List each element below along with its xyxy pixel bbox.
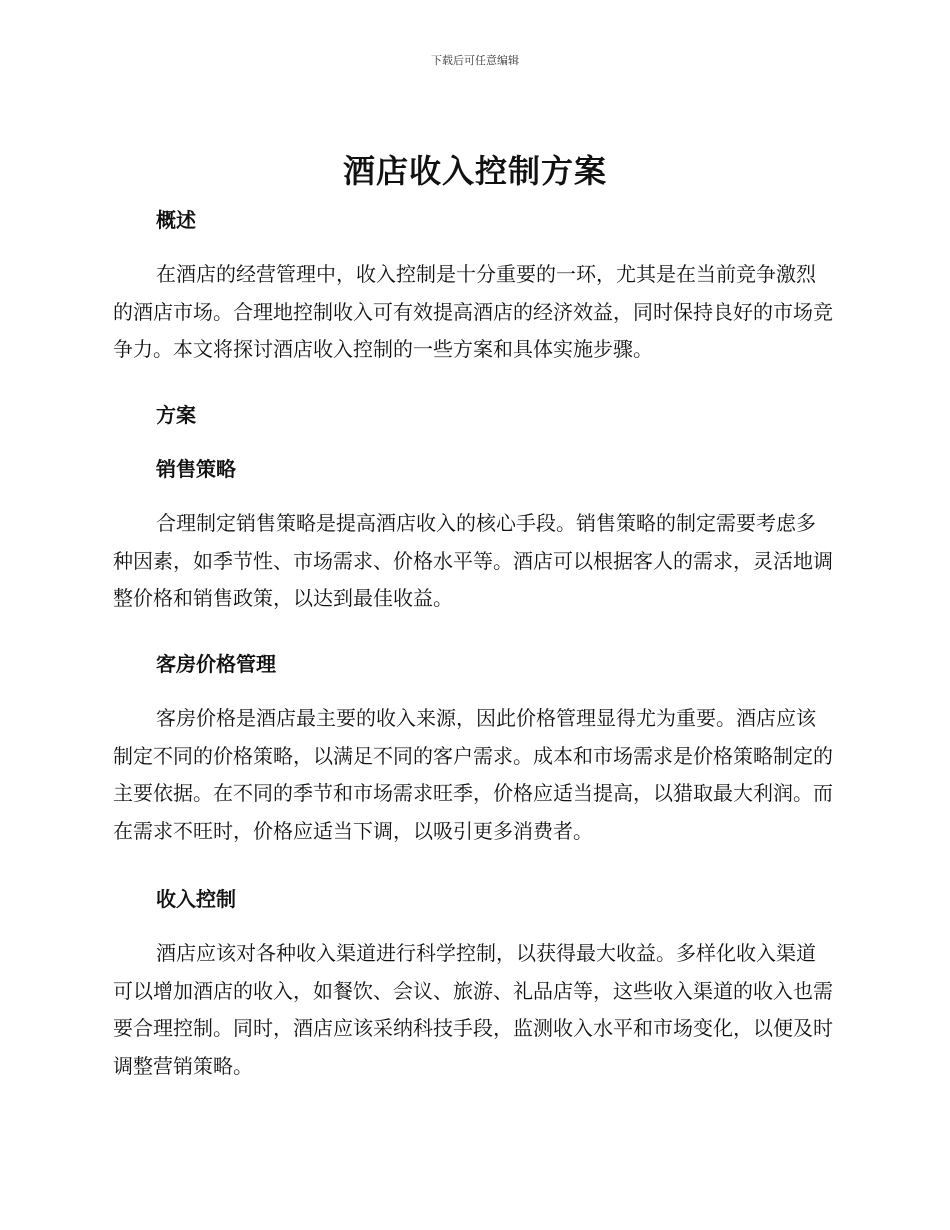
section-body-overview: 在酒店的经营管理中，收入控制是十分重要的一环，尤其是在当前竞争激烈的酒店市场。合理地控制收入可有效提高酒店的经济效益，同时保持良好的市场竞争力。本文将探讨酒店收入控制的一些方案和具体实施步骤。: [113, 262, 833, 361]
page-header-note: 下载后可任意编辑: [431, 54, 519, 67]
section-heading-plan: 方案: [156, 403, 196, 427]
section-body-sales-strategy: 合理制定销售策略是提高酒店收入的核心手段。销售策略的制定需要考虑多种因素，如季节性、市场需求、价格水平等。酒店可以根据客人的需求，灵活地调整价格和销售政策，以达到最佳收益。: [113, 511, 833, 610]
section-body-room-pricing: 客房价格是酒店最主要的收入来源，因此价格管理显得尤为重要。酒店应该制定不同的价格策略，以满足不同的客户需求。成本和市场需求是价格策略制定的主要依据。在不同的季节和市场需求旺季，价格应适当提高，以猎取最大利润。而在需求不旺时，价格应适当下调，以吸引更多消费者。: [113, 706, 833, 843]
section-heading-room-pricing: 客房价格管理: [156, 652, 276, 676]
section-heading-revenue-control: 收入控制: [156, 887, 236, 911]
section-heading-overview: 概述: [156, 208, 196, 232]
section-body-revenue-control: 酒店应该对各种收入渠道进行科学控制，以获得最大收益。多样化收入渠道可以增加酒店的收入，如餐饮、会议、旅游、礼品店等，这些收入渠道的收入也需要合理控制。同时，酒店应该采纳科技手段，监测收入水平和市场变化，以便及时调整营销策略。: [113, 941, 833, 1078]
document-title: 酒店收入控制方案: [342, 152, 607, 190]
section-heading-sales-strategy: 销售策略: [156, 457, 236, 481]
